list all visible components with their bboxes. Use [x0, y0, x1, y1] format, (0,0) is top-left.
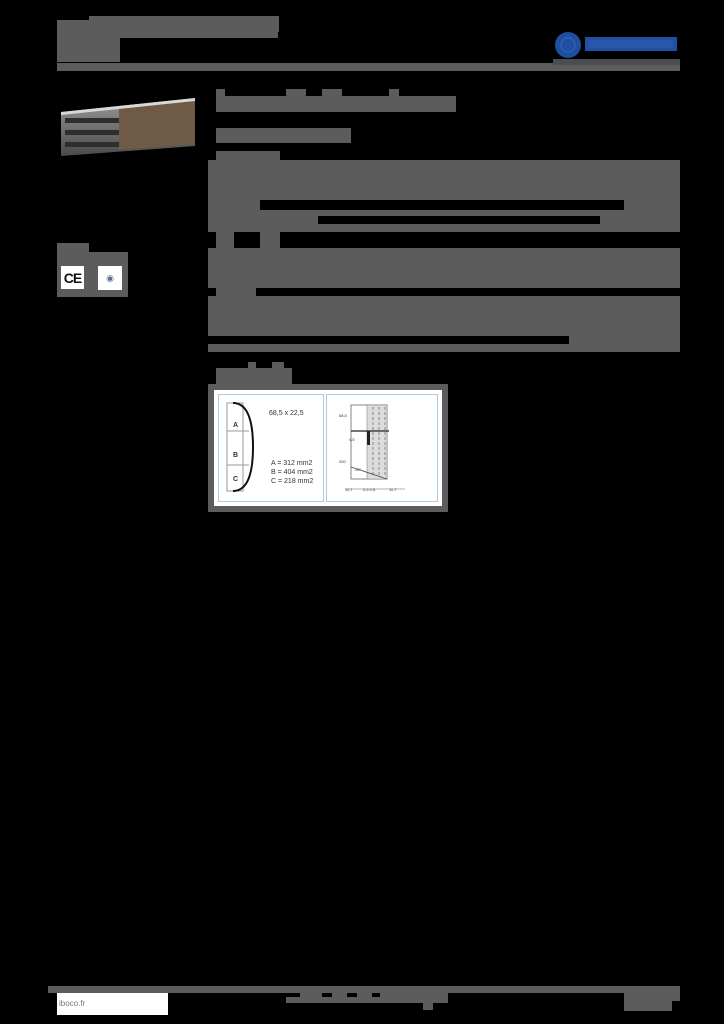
compartment-b-label: B [233, 452, 239, 459]
profile-panel [218, 394, 324, 502]
ce-mark-icon: CE [61, 266, 84, 289]
dim-bottom-left: 11,7 [345, 487, 353, 492]
main-subtitle-redacted [216, 128, 351, 143]
area-b-text: B = 404 mm2 [271, 469, 313, 476]
dim-angle: 25° [355, 467, 362, 472]
dim-height: 200 [339, 459, 346, 464]
compartment-c-label: C [233, 476, 239, 483]
quality-mark-icon: ◉ [98, 266, 122, 290]
header-subtitle-redacted [57, 32, 120, 62]
dim-bottom-right: 11,7 [389, 487, 397, 492]
dim-top: 68,5 [339, 413, 347, 418]
footer-rule [48, 986, 680, 993]
footer-website[interactable]: iboco.fr [57, 993, 168, 1015]
dimensions-text: 68,5 x 22,5 [269, 410, 304, 417]
brand-logo [553, 30, 679, 60]
compartment-a-label: A [233, 422, 239, 429]
cross-section-drawing [208, 384, 448, 512]
product-image [57, 98, 195, 160]
mounting-panel [326, 394, 438, 502]
dim-mid: 4,5 [349, 437, 355, 442]
area-a-text: A = 312 mm2 [271, 460, 313, 467]
area-c-text: C = 218 mm2 [271, 478, 314, 485]
dim-bottom-center: 2,5 2,5 [363, 487, 376, 492]
